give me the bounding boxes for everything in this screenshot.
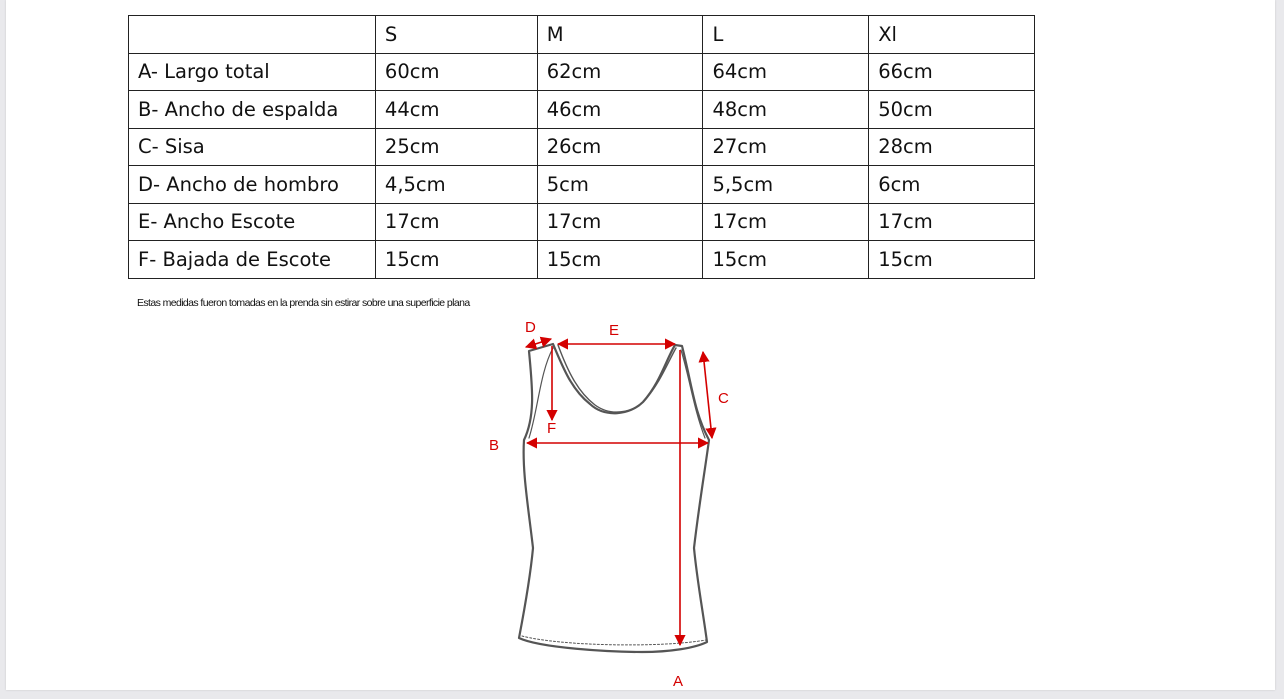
label-e: E: [609, 322, 620, 339]
table-cell: 17cm: [537, 203, 703, 241]
table-cell: 25cm: [375, 128, 537, 166]
table-cell: 62cm: [537, 53, 703, 91]
table-cell: 60cm: [375, 53, 537, 91]
table-cell: 44cm: [375, 91, 537, 129]
table-cell: 15cm: [869, 241, 1035, 279]
measurement-note: Estas medidas fueron tomadas en la prenda sin estirar sobre una superficie plana: [137, 297, 470, 309]
table-cell: C- Sisa: [129, 128, 376, 166]
label-c: C: [718, 390, 729, 407]
table-cell: F- Bajada de Escote: [129, 241, 376, 279]
table-cell: A- Largo total: [129, 53, 376, 91]
table-cell: 15cm: [703, 241, 869, 279]
table-cell: 17cm: [375, 203, 537, 241]
table-header-cell: L: [703, 16, 869, 54]
label-a: A: [673, 673, 684, 690]
table-cell: 50cm: [869, 91, 1035, 129]
label-d: D: [525, 319, 536, 336]
label-f: F: [547, 420, 557, 437]
table-cell: 17cm: [703, 203, 869, 241]
table-header-cell: M: [537, 16, 703, 54]
table-cell: E- Ancho Escote: [129, 203, 376, 241]
table-cell: 48cm: [703, 91, 869, 129]
table-cell: 28cm: [869, 128, 1035, 166]
table-header-cell: Xl: [869, 16, 1035, 54]
table-cell: 15cm: [375, 241, 537, 279]
table-cell: 46cm: [537, 91, 703, 129]
table-cell: 15cm: [537, 241, 703, 279]
table-cell: 26cm: [537, 128, 703, 166]
table-cell: 27cm: [703, 128, 869, 166]
table-cell: 4,5cm: [375, 166, 537, 204]
table-header-cell: S: [375, 16, 537, 54]
table-cell: D- Ancho de hombro: [129, 166, 376, 204]
table-cell: B- Ancho de espalda: [129, 91, 376, 129]
table-cell: 5,5cm: [703, 166, 869, 204]
table-cell: 66cm: [869, 53, 1035, 91]
measurement-lines: [526, 339, 712, 645]
table-cell: 64cm: [703, 53, 869, 91]
label-b: B: [489, 437, 500, 454]
table-cell: 6cm: [869, 166, 1035, 204]
table-cell: 5cm: [537, 166, 703, 204]
measure-line-c: [703, 352, 712, 438]
table-cell: 17cm: [869, 203, 1035, 241]
